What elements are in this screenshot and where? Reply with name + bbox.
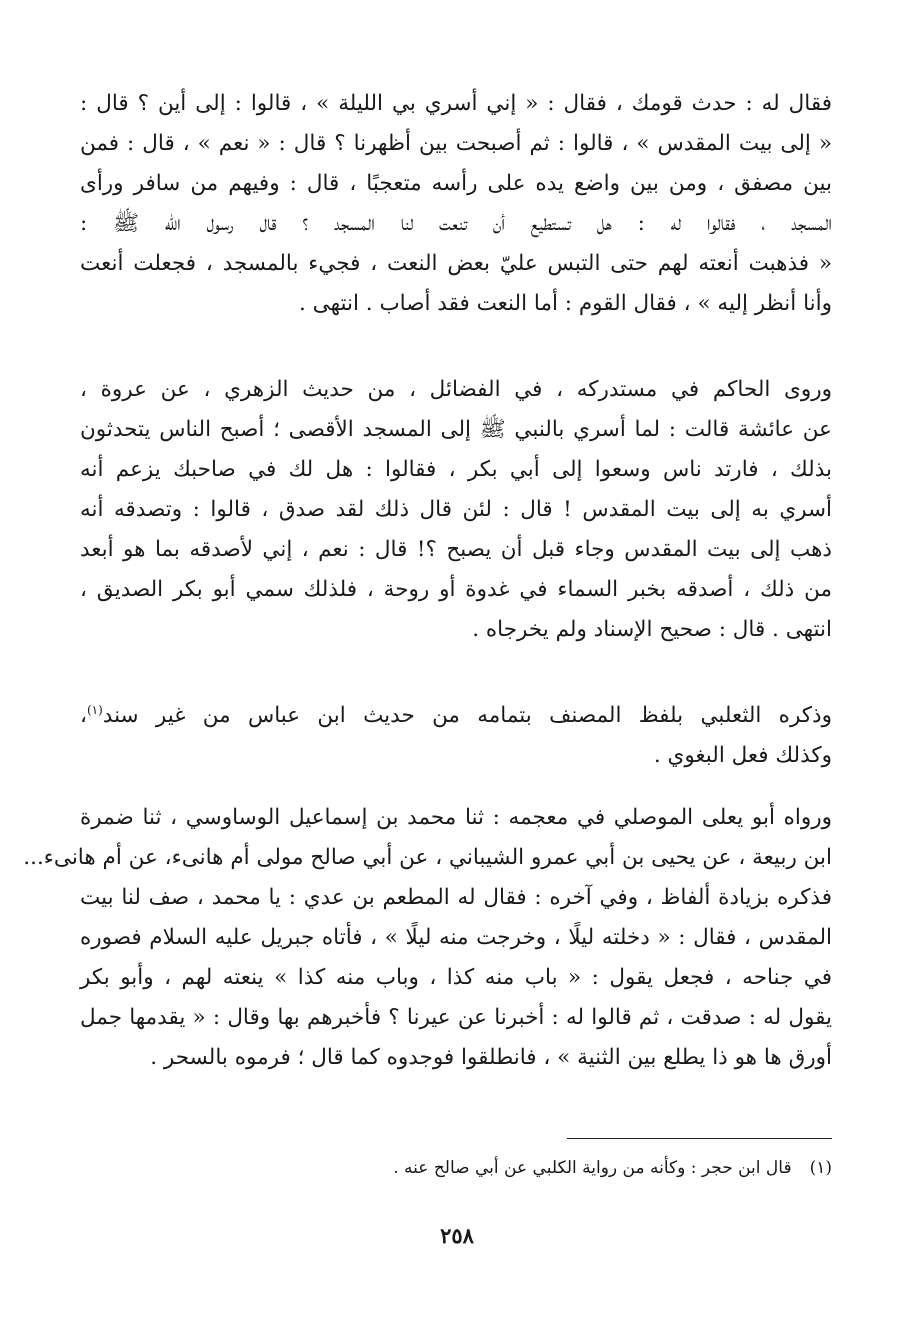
text-line: فقال له : حدث قومك ، فقال : « إني أسري بي الليلة » ، قالوا : إلى أين ؟ قال :	[80, 91, 832, 116]
text-line: ورواه أبو يعلى الموصلي في معجمه : ثنا محمد بن إسماعيل الوساوسي ، ثنا ضمرة	[80, 805, 832, 830]
text-line: عن عائشة قالت : لما أسري بالنبي ﷺ إلى المسجد الأقصى ؛ أصبح الناس يتحدثون	[80, 417, 832, 442]
text-line: وروى الحاكم في مستدركه ، في الفضائل ، من حديث الزهري ، عن عروة ،	[80, 377, 832, 402]
text-line: بذلك ، فارتد ناس وسعوا إلى أبي بكر ، فقالوا : هل لك في صاحبك يزعم أنه	[80, 457, 832, 482]
text-line: « إلى بيت المقدس » ، قالوا : ثم أصبحت بين أظهرنا ؟ قال : « نعم » ، قال : فمن	[80, 131, 832, 156]
text-line: فذكره بزيادة ألفاظ ، وفي آخره : فقال له المطعم بن عدي : يا محمد ، صف لنا بيت	[80, 885, 832, 910]
text-line: بين مصفق ، ومن بين واضع يده على رأسه متعجبًا ، قال : وفيهم من سافر ورأى	[80, 171, 832, 196]
text-line: أورق ها هو ذا يطلع بين الثنية » ، فانطلقوا فوجدوه كما قال ؛ فرموه بالسحر .	[150, 1045, 832, 1070]
text-line: أسري به إلى بيت المقدس ! قال : لئن قال ذلك لقد صدق ، قالوا : وتصدقه أنه	[80, 497, 832, 522]
text-line: من ذلك ، أصدقه بخبر السماء في غدوة أو روحة ، فلذلك سمي أبو بكر الصديق ،	[80, 577, 832, 602]
text-line: يقول له : صدقت ، ثم قالوا له : أخبرنا عن عيرنا ؟ فأخبرهم بها وقال : « يقدمها جمل	[80, 1005, 832, 1030]
text-line: ذهب إلى بيت المقدس وجاء قبل أن يصبح ؟! قال : نعم ، إني لأصدقه بما هو أبعد	[80, 537, 832, 562]
footnote	[80, 1152, 832, 1184]
text-line: ابن ربيعة ، عن يحيى بن أبي عمرو الشيباني ، عن أبي صالح مولى أم هانىء، عن أم هانىء...	[23, 845, 832, 870]
page-number: ٢٥٨	[440, 1223, 474, 1248]
text-line: وكذلك فعل البغوي .	[653, 743, 832, 768]
footnote-text: قال ابن حجر : وكأنه من رواية الكلبي عن أبي صالح عنه .	[393, 1158, 792, 1178]
text-line: في جناحه ، فجعل يقول : « باب منه كذا ، وباب منه كذا » ينعته لهم ، وأبو بكر	[80, 965, 832, 990]
text-line: المقدس ، فقال : « دخلته ليلًا ، وخرجت منه ليلًا » ، فأتاه جبريل عليه السلام فصوره	[80, 925, 832, 950]
footnote-reference: (١)	[86, 702, 103, 717]
text-line: انتهى . قال : صحيح الإسناد ولم يخرجاه .	[472, 617, 832, 642]
footnote-separator	[567, 1138, 832, 1139]
footnote-number: (١)	[809, 1158, 832, 1178]
text-line: « فذهبت أنعته لهم حتى التبس عليّ بعض النعت ، فجيء بالمسجد ، فجعلت أنعت	[80, 251, 832, 276]
text-line-content: وذكره الثعلبي بلفظ المصنف بتمامه من حديث ابن عباس من غير سند	[102, 703, 832, 728]
text-line: وأنا أنظر إليه » ، فقال القوم : أما النعت فقد أصاب . انتهى .	[299, 291, 832, 316]
text-line: المسجد ، فقالوا له : هل تستطيع أن تنعت لنا المسجد ؟ قال رسول الله ﷺ :	[80, 211, 832, 236]
text-line: وذكره الثعلبي بلفظ المصنف بتمامه من حديث ابن عباس من غير سند$^{(١)}$،	[80, 702, 832, 728]
